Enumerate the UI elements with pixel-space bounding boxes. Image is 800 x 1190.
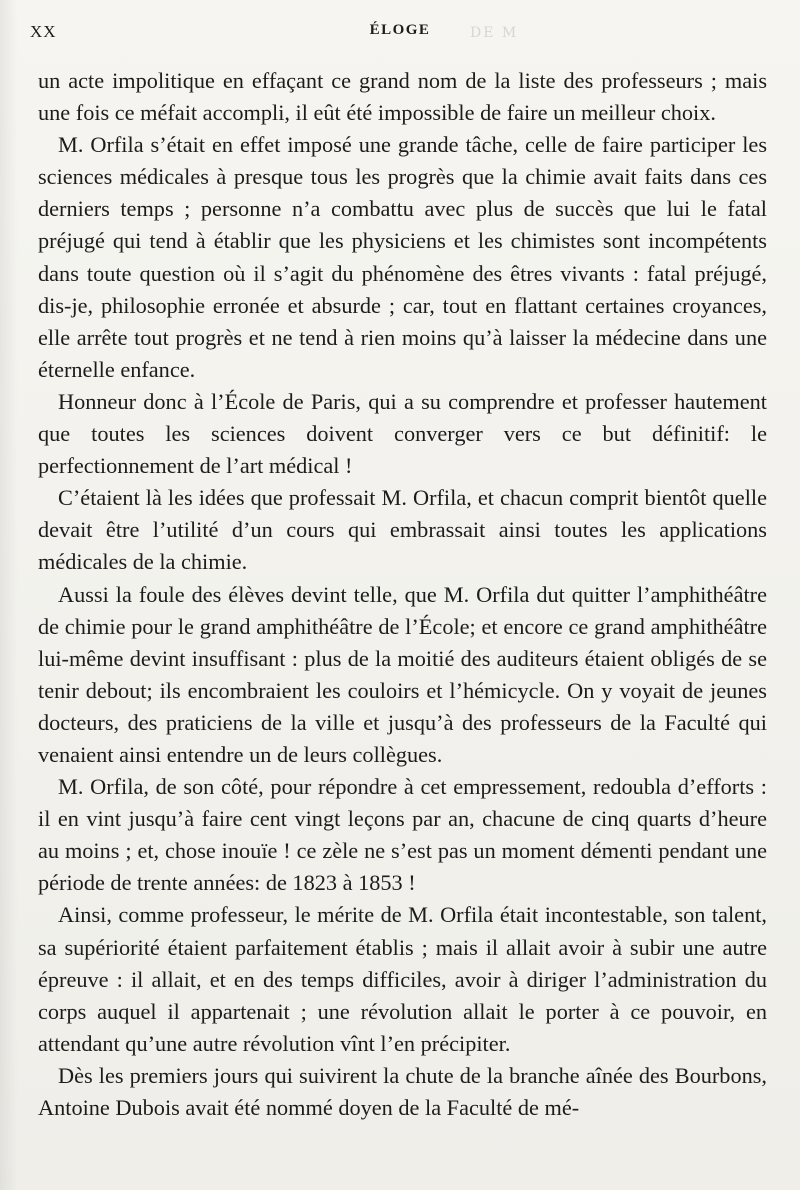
paragraph: Dès les premiers jours qui suivirent la chute de la branche aînée des Bourbons, Antoine Dubois avait été nommé doyen de la Faculté de mé- bbox=[38, 1062, 767, 1120]
paragraph: Aussi la foule des élèves devint telle, que M. Orfila dut quitter l’amphithéâtre de chimie pour le grand amphithéâtre de l’École; et encore ce grand amphithéâtre lui-même devint insuffisant : plus de la moitié des auditeurs étaient obligés de se tenir debout; ils encombraient les couloirs et l’hémicycle. On y voyait de jeunes docteurs, des praticiens de la ville et jusqu’à des professeurs de la Faculté qui venaient ainsi entendre un de leurs collègues. bbox=[38, 581, 767, 767]
running-title: ÉLOGE bbox=[369, 22, 431, 38]
paragraph: Ainsi, comme professeur, le mérite de M. Orfila était incontestable, son talent, sa supériorité étaient parfaitement établis ; mais il allait avoir à subir une autre épreuve : il allait, et en des temps difficiles, avoir à diriger l’administration du corps auquel il appartenait ; une révolution allait le porter à ce pouvoir, en attendant qu’une autre révolution vînt l’en précipiter. bbox=[38, 902, 767, 1056]
paragraph: M. Orfila, de son côté, pour répondre à cet empressement, redoubla d’efforts : il en vint jusqu’à faire cent vingt leçons par an, chacune de cinq quarts d’heure au moins ; et, chose inouïe ! ce zèle ne s’est pas un moment démenti pendant une période de trente années: de 1823 à 1853 ! bbox=[38, 774, 767, 896]
bleed-through-text: DE M bbox=[470, 25, 519, 41]
page-header bbox=[30, 22, 770, 52]
page-number: XX bbox=[30, 22, 57, 41]
paragraph: un acte impolitique en effaçant ce grand nom de la liste des professeurs ; mais une fois ce méfait accompli, il eût été impossible de faire un meilleur choix. bbox=[38, 68, 767, 126]
paragraph: M. Orfila s’était en effet imposé une grande tâche, celle de faire participer les sciences médicales à presque tous les progrès que la chimie avait faits dans ces derniers temps ; personne n’a combattu avec plus de succès que lui le fatal préjugé qui tend à établir que les physiciens et les chimistes sont incompétents dans toute question où il s’agit du phénomène des êtres vivants : fatal préjugé, dis-je, philosophie erronée et absurde ; car, tout en flattant certaines croyances, elle arrête tout progrès et ne tend à rien moins qu’à laisser la médecine dans une éternelle enfance. bbox=[38, 132, 767, 382]
body-text bbox=[38, 65, 767, 1124]
paragraph: Honneur donc à l’École de Paris, qui a su comprendre et professer hautement que toutes les sciences doivent converger vers ce but définitif: le perfectionnement de l’art médical ! bbox=[38, 388, 767, 479]
paragraph: C’étaient là les idées que professait M. Orfila, et chacun comprit bientôt quelle devait être l’utilité d’un cours qui embrassait ainsi toutes les applications médicales de la chimie. bbox=[38, 485, 767, 575]
